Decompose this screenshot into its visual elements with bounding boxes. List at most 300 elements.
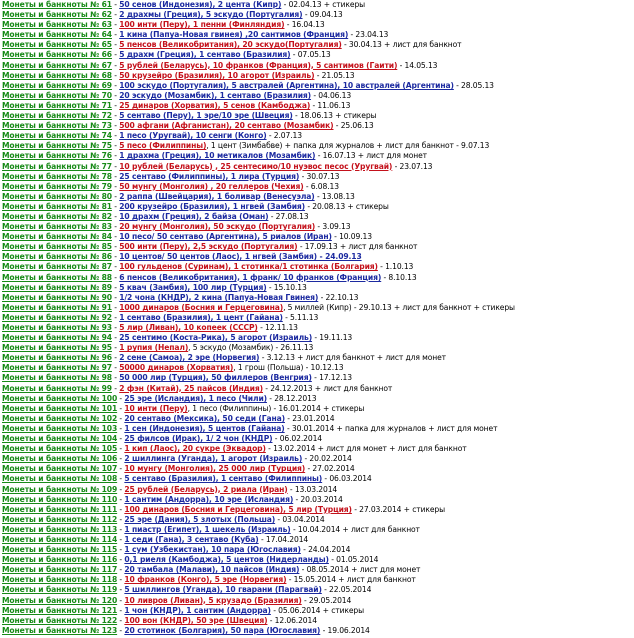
issue-details: - 14.05.13 bbox=[397, 60, 438, 70]
issue-details: - 06.03.2014 bbox=[322, 474, 372, 484]
issue-row bbox=[2, 394, 634, 404]
issue-row bbox=[2, 262, 634, 272]
issue-contents-link[interactable]: 10 песо/ 50 сентаво (Аргентина), 5 риалов (Иран) bbox=[119, 232, 332, 242]
issue-details: - 20.03.2014 bbox=[293, 494, 343, 504]
issue-details: - 29.05.2014 bbox=[301, 595, 352, 605]
issue-details: - 25.06.13 bbox=[333, 121, 374, 131]
issue-link[interactable]: Монеты и банкноты № 90 bbox=[2, 292, 112, 302]
separator: - bbox=[117, 444, 125, 454]
issue-contents-link[interactable]: 5 шиллингов (Уганда), 10 гварани (Парагвай) bbox=[124, 585, 322, 595]
issue-details: - 08.05.2014 + лист для монет bbox=[299, 565, 421, 575]
issue-link[interactable]: Монеты и банкноты № 73 bbox=[2, 121, 112, 131]
issue-row bbox=[2, 182, 634, 192]
issue-row bbox=[2, 384, 634, 394]
issue-row bbox=[2, 242, 634, 252]
issue-link[interactable]: Монеты и банкноты № 118 bbox=[2, 575, 118, 585]
issue-link[interactable]: Монеты и банкноты № 101 bbox=[2, 403, 118, 413]
issue-link[interactable]: Монеты и банкноты № 113 bbox=[2, 524, 118, 534]
issue-row bbox=[2, 151, 634, 161]
issue-details: , 5 миллей (Кипр) - 29.10.13 + лист для банкнот + стикеры bbox=[283, 302, 515, 312]
issue-details: - 17.12.13 bbox=[311, 373, 352, 383]
issue-contents-link[interactable]: 100 вон (КНДР), 50 эре (Швеция) bbox=[124, 615, 268, 625]
separator: - bbox=[111, 111, 120, 121]
issue-contents-link[interactable]: 50 000 лир (Турция), 50 филлеров (Венгрия) bbox=[119, 373, 312, 383]
issue-link[interactable]: Монеты и банкноты № 64 bbox=[2, 30, 112, 40]
issue-details: - 16.07.13 + лист для монет bbox=[315, 151, 427, 161]
issue-row bbox=[2, 424, 634, 434]
issue-row bbox=[2, 293, 634, 303]
separator: - bbox=[117, 615, 125, 625]
issue-row bbox=[2, 252, 634, 262]
issue-details: - 17.09.13 + лист для банкнот bbox=[297, 242, 418, 252]
issue-link[interactable]: Монеты и банкноты № 108 bbox=[2, 474, 118, 484]
issue-row bbox=[2, 464, 634, 474]
issue-link[interactable]: Монеты и банкноты № 78 bbox=[2, 171, 112, 181]
issue-contents-link[interactable]: 1 рупия (Непал) bbox=[119, 343, 189, 353]
issue-details: - 09.04.13 bbox=[302, 10, 343, 20]
separator: - bbox=[111, 292, 120, 302]
issue-details: - 20.02.2014 bbox=[302, 454, 352, 464]
issue-details: - 18.06.13 + стикеры bbox=[292, 111, 377, 121]
separator: - bbox=[111, 131, 120, 141]
issue-link[interactable]: Монеты и банкноты № 66 bbox=[2, 50, 112, 60]
separator: - bbox=[117, 434, 125, 444]
issue-details: - 17.04.2014 bbox=[258, 534, 309, 544]
issue-contents-link[interactable]: 1000 динаров (Босния и Герцеговина) bbox=[119, 302, 284, 312]
separator: - bbox=[117, 625, 125, 635]
issue-link[interactable]: Монеты и банкноты № 61 bbox=[2, 0, 112, 9]
issue-link[interactable]: Монеты и банкноты № 80 bbox=[2, 191, 112, 201]
separator: - bbox=[117, 605, 125, 615]
issue-details: - 22.05.2014 bbox=[321, 585, 372, 595]
issue-row bbox=[2, 505, 634, 515]
issue-link[interactable]: Монеты и банкноты № 89 bbox=[2, 282, 112, 292]
issue-link[interactable]: Монеты и банкноты № 62 bbox=[2, 10, 112, 20]
issue-details: - 19.06.2014 bbox=[320, 625, 370, 635]
separator: - bbox=[111, 70, 120, 80]
issue-row bbox=[2, 606, 634, 616]
issue-contents-link[interactable]: 5 квач (Замбия), 100 лир (Турция) bbox=[119, 282, 267, 292]
issue-details: - 24.12.2013 + лист для банкнот bbox=[263, 383, 393, 393]
separator: - bbox=[111, 80, 120, 90]
issue-row bbox=[2, 555, 634, 565]
issue-details: - 11.06.13 bbox=[310, 100, 351, 110]
separator: - bbox=[111, 40, 120, 50]
issue-row bbox=[2, 61, 634, 71]
separator: - bbox=[111, 262, 120, 272]
separator: - bbox=[111, 333, 120, 343]
issue-details: - 12.06.2014 bbox=[267, 615, 317, 625]
separator: - bbox=[111, 201, 120, 211]
issue-details: - 20.08.13 + стикеры bbox=[305, 201, 389, 211]
issue-link[interactable]: Монеты и банкноты № 75 bbox=[2, 141, 112, 151]
issue-link[interactable]: Монеты и банкноты № 76 bbox=[2, 151, 112, 161]
issue-contents-link[interactable]: 20 тамбала (Малави), 10 пайсов (Индия) bbox=[124, 565, 300, 575]
separator: - bbox=[117, 494, 125, 504]
issue-row bbox=[2, 626, 634, 636]
issue-row bbox=[2, 303, 634, 313]
issue-details: - 21.05.13 bbox=[314, 70, 355, 80]
separator: - bbox=[111, 181, 120, 191]
issue-link[interactable]: Монеты и банкноты № 104 bbox=[2, 434, 118, 444]
issue-contents-link[interactable]: 25 сентимо (Коста-Рика), 5 агорот (Израиль) bbox=[119, 333, 313, 343]
issue-details: - 27.02.2014 bbox=[305, 464, 355, 474]
issue-contents-link[interactable]: 5 сентаво (Бразилия), 1 сентаво (Филиппины) bbox=[124, 474, 323, 484]
issue-row bbox=[2, 50, 634, 60]
issue-row bbox=[2, 141, 634, 151]
issue-row bbox=[2, 91, 634, 101]
issue-link[interactable]: Монеты и банкноты № 65 bbox=[2, 40, 112, 50]
separator: - bbox=[111, 191, 120, 201]
issue-link[interactable]: Монеты и банкноты № 94 bbox=[2, 333, 112, 343]
issue-details: - 8.10.13 bbox=[381, 272, 417, 282]
separator: - bbox=[111, 121, 120, 131]
issue-row bbox=[2, 575, 634, 585]
issue-link[interactable]: Монеты и банкноты № 81 bbox=[2, 201, 112, 211]
issue-link[interactable]: Монеты и банкноты № 86 bbox=[2, 252, 112, 262]
issue-row bbox=[2, 444, 634, 454]
issue-link[interactable]: Монеты и банкноты № 117 bbox=[2, 565, 118, 575]
issue-details: , 1 песо (Филиппины) - 16.01.2014 + стикеры bbox=[187, 403, 365, 413]
issue-contents-link[interactable]: 1 песо (Уругвай), 10 сенги (Конго) bbox=[119, 131, 267, 141]
issue-link[interactable]: Монеты и банкноты № 110 bbox=[2, 494, 118, 504]
separator: - bbox=[111, 161, 120, 171]
separator: - bbox=[117, 484, 125, 494]
separator: - bbox=[117, 464, 125, 474]
issue-details: - 30.04.13 + лист для банкнот bbox=[341, 40, 462, 50]
separator: - bbox=[111, 312, 120, 322]
separator: - bbox=[117, 423, 125, 433]
issue-link[interactable]: Монеты и банкноты № 122 bbox=[2, 615, 118, 625]
issue-contents-link[interactable]: 20 эскудо (Мозамбик), 1 сентаво (Бразилия) bbox=[119, 90, 312, 100]
issue-contents-link[interactable]: 20 сентаво (Мексика), 50 седи (Гана) bbox=[124, 413, 285, 423]
issue-link[interactable]: Монеты и банкноты № 85 bbox=[2, 242, 112, 252]
issue-contents-link[interactable]: 5 драхм (Греция), 1 сентаво (Бразилия) bbox=[119, 50, 291, 60]
issue-row bbox=[2, 283, 634, 293]
issue-details: - 22.10.13 bbox=[318, 292, 359, 302]
issue-details: - 10.04.2014 + лист для банкнот bbox=[290, 524, 420, 534]
issue-link[interactable]: Монеты и банкноты № 105 bbox=[2, 444, 118, 454]
issue-contents-link[interactable]: 500 инти (Перу), 2,5 эскудо (Португалия) bbox=[119, 242, 298, 252]
issue-details: - 5.11.13 bbox=[282, 312, 319, 322]
issue-contents-link[interactable]: 1 сентаво (Бразилия), 1 цент (Гайана) bbox=[119, 312, 283, 322]
issue-contents-link[interactable]: 2 сене (Самоа), 2 эре (Норвегия) bbox=[119, 353, 260, 363]
issue-contents-link[interactable]: 50 мунгу (Монголия) , 20 геллеров (Чехия) bbox=[119, 181, 304, 191]
issue-details: - 23.07.13 bbox=[392, 161, 433, 171]
issue-link[interactable]: Монеты и банкноты № 70 bbox=[2, 90, 112, 100]
issue-link[interactable]: Монеты и банкноты № 102 bbox=[2, 413, 118, 423]
separator: - bbox=[117, 474, 125, 484]
issue-link[interactable]: Монеты и банкноты № 97 bbox=[2, 363, 112, 373]
separator: - bbox=[111, 363, 120, 373]
issue-details: - 1.10.13 bbox=[377, 262, 414, 272]
issue-link[interactable]: Монеты и банкноты № 112 bbox=[2, 514, 118, 524]
issue-contents-link[interactable]: 1/2 чона (КНДР), 2 кина (Папуа-Новая Гвинея) bbox=[119, 292, 319, 302]
issue-link[interactable]: Монеты и банкноты № 115 bbox=[2, 545, 118, 555]
issue-contents-link[interactable]: 500 афгани (Афганистан), 20 сентаво (Мозамбик) bbox=[119, 121, 334, 131]
issue-link[interactable]: Монеты и банкноты № 121 bbox=[2, 605, 118, 615]
issue-details: , 1 цент (Зимбабве) + папка для журналов + лист для банкнот - 9.07.13 bbox=[206, 141, 490, 151]
issue-row bbox=[2, 232, 634, 242]
issue-contents-link[interactable]: 5 рублей (Беларусь), 10 франков (Франция), 5 сантимов (Гаити) bbox=[119, 60, 398, 70]
separator: - bbox=[111, 30, 120, 40]
separator: - bbox=[111, 50, 120, 60]
issue-details: - 27.03.2014 + стикеры bbox=[351, 504, 445, 514]
issue-contents-link[interactable]: 25 сентаво (Филиппины), 1 лира (Турция) bbox=[119, 171, 300, 181]
separator: - bbox=[111, 282, 120, 292]
issue-contents-link[interactable]: 25 рублей (Беларусь), 2 риала (Иран) bbox=[124, 484, 288, 494]
separator: - bbox=[111, 20, 120, 30]
issue-link[interactable]: Монеты и банкноты № 71 bbox=[2, 100, 112, 110]
issue-link[interactable]: Монеты и банкноты № 84 bbox=[2, 232, 112, 242]
issue-link[interactable]: Монеты и банкноты № 68 bbox=[2, 70, 112, 80]
issue-link[interactable]: Монеты и банкноты № 87 bbox=[2, 262, 112, 272]
issue-row bbox=[2, 40, 634, 50]
issue-details: - 12.11.13 bbox=[257, 323, 298, 332]
issue-details: - 6.08.13 bbox=[303, 181, 339, 191]
issue-details: - 3.09.13 bbox=[315, 222, 351, 232]
issue-contents-link[interactable]: 100 динаров (Босния и Герцеговина), 5 лир (Турция) bbox=[124, 504, 352, 514]
issue-contents-link[interactable]: 1 сум (Узбекистан), 10 пара (Югославия) bbox=[124, 545, 301, 555]
issue-details: - 23.04.13 bbox=[348, 30, 389, 40]
issue-row bbox=[2, 596, 634, 606]
separator: - bbox=[111, 353, 120, 363]
issue-contents-link[interactable]: 10 центов/ 50 центов (Лаос), 1 нгвей (Замбия) - 24.09.13 bbox=[119, 252, 362, 262]
issue-row bbox=[2, 71, 634, 81]
issue-link[interactable]: Монеты и банкноты № 116 bbox=[2, 555, 118, 565]
issue-link[interactable]: Монеты и банкноты № 114 bbox=[2, 534, 118, 544]
issue-link[interactable]: Монеты и банкноты № 123 bbox=[2, 625, 118, 635]
issue-contents-link[interactable]: 2 раппа (Швейцария), 1 боливар (Венесуэла) bbox=[119, 191, 315, 201]
issue-contents-link[interactable]: 5 лир (Ливан), 10 копеек (СССР) bbox=[119, 323, 258, 332]
issue-contents-link[interactable]: 10 драхм (Греция), 2 байза (Оман) bbox=[119, 211, 269, 221]
issue-contents-link[interactable]: 1 седи (Гана), 3 сентаво (Куба) bbox=[124, 534, 259, 544]
issue-link[interactable]: Монеты и банкноты № 93 bbox=[2, 323, 112, 332]
issue-row bbox=[2, 343, 634, 353]
issue-contents-link[interactable]: 5 песо (Филиппины) bbox=[119, 141, 207, 151]
issue-contents-link[interactable]: 2 шиллинга (Уганда), 1 агорот (Израиль) bbox=[124, 454, 303, 464]
separator: - bbox=[117, 403, 125, 413]
separator: - bbox=[117, 413, 125, 423]
issue-link[interactable]: Монеты и банкноты № 96 bbox=[2, 353, 112, 363]
issue-details: , 5 эскудо (Мозамбик) - 26.11.13 bbox=[188, 343, 314, 353]
issue-contents-link[interactable]: 1 кина (Папуа-Новая гвинея) ,20 сантимов (Франция) bbox=[119, 30, 349, 40]
issue-details: - 03.04.2014 bbox=[275, 514, 325, 524]
issue-link[interactable]: Монеты и банкноты № 98 bbox=[2, 373, 112, 383]
issue-details: - 15.05.2014 + лист для банкнот bbox=[286, 575, 416, 585]
separator: - bbox=[117, 514, 125, 524]
separator: - bbox=[111, 232, 120, 242]
separator: - bbox=[111, 100, 120, 110]
issue-link[interactable]: Монеты и банкноты № 99 bbox=[2, 383, 112, 393]
separator: - bbox=[111, 302, 120, 312]
issue-link[interactable]: Монеты и банкноты № 103 bbox=[2, 423, 118, 433]
issue-contents-link[interactable]: 25 филсов (Ирак), 1/ 2 чон (КНДР) bbox=[124, 434, 273, 444]
issue-link[interactable]: Монеты и банкноты № 74 bbox=[2, 131, 112, 141]
issue-row bbox=[2, 404, 634, 414]
issue-row bbox=[2, 162, 634, 172]
separator: - bbox=[117, 575, 125, 585]
issue-details: - 10.09.13 bbox=[331, 232, 372, 242]
issue-row bbox=[2, 545, 634, 555]
issue-details: - 30.07.13 bbox=[299, 171, 340, 181]
issue-contents-link[interactable]: 20 стотинок (Болгария), 50 пара (Югославия) bbox=[124, 625, 321, 635]
issue-link[interactable]: Монеты и банкноты № 92 bbox=[2, 312, 112, 322]
issue-row bbox=[2, 202, 634, 212]
issue-link[interactable]: Монеты и банкноты № 119 bbox=[2, 585, 118, 595]
issue-contents-link[interactable]: 25 эре (Исландия), 1 песо (Чили) bbox=[124, 393, 268, 403]
issue-details: - 05.06.2014 + стикеры bbox=[270, 605, 364, 615]
issue-details: - 27.08.13 bbox=[268, 211, 309, 221]
issue-link[interactable]: Монеты и банкноты № 63 bbox=[2, 20, 112, 30]
issue-details: , 1 грош (Польша) - 10.12.13 bbox=[233, 363, 344, 373]
issue-details: - 13.08.13 bbox=[314, 191, 355, 201]
issue-row bbox=[2, 172, 634, 182]
issue-row bbox=[2, 212, 634, 222]
issue-contents-link[interactable]: 2 фэн (Китай), 25 пайсов (Индия) bbox=[119, 383, 263, 393]
issue-contents-link[interactable]: 20 мунгу (Монголия), 50 эскудо (Португалия) bbox=[119, 222, 316, 232]
issue-details: - 04.06.13 bbox=[311, 90, 352, 100]
separator: - bbox=[117, 595, 125, 605]
issue-contents-link[interactable]: 1 драхма (Греция), 10 метикалов (Мозамбик) bbox=[119, 151, 316, 161]
issue-row bbox=[2, 535, 634, 545]
separator: - bbox=[111, 272, 120, 282]
issue-contents-link[interactable]: 1 сен (Индонезия), 5 центов (Гайана) bbox=[124, 423, 285, 433]
issue-row bbox=[2, 525, 634, 535]
issue-details: - 13.03.2014 bbox=[287, 484, 338, 494]
issue-row bbox=[2, 313, 634, 323]
issue-contents-link[interactable]: 2 драхмы (Греция), 5 эскудо (Португалия) bbox=[119, 10, 303, 20]
issue-row bbox=[2, 273, 634, 283]
issue-row bbox=[2, 353, 634, 363]
issue-contents-link[interactable]: 1 пиастр (Египет), 1 шекель (Израиль) bbox=[124, 524, 291, 534]
issue-contents-link[interactable]: 50 крузейро (Бразилия), 10 агорот (Израиль) bbox=[119, 70, 315, 80]
separator: - bbox=[117, 555, 125, 565]
issue-contents-link[interactable]: 1 кип (Лаос), 20 сукре (Эквадор) bbox=[124, 444, 266, 454]
separator: - bbox=[111, 383, 120, 393]
issue-link[interactable]: Монеты и банкноты № 72 bbox=[2, 111, 112, 121]
issue-link[interactable]: Монеты и банкноты № 106 bbox=[2, 454, 118, 464]
issue-link[interactable]: Монеты и банкноты № 107 bbox=[2, 464, 118, 474]
separator: - bbox=[111, 222, 120, 232]
issue-row bbox=[2, 333, 634, 343]
issue-contents-link[interactable]: 50000 динаров (Хорватия) bbox=[119, 363, 234, 373]
issue-contents-link[interactable]: 50 сенов (Индонезия), 2 цента (Кипр) bbox=[119, 0, 282, 9]
issue-details: - 19.11.13 bbox=[312, 333, 353, 343]
issue-details: - 15.10.13 bbox=[266, 282, 307, 292]
issue-row bbox=[2, 565, 634, 575]
issue-contents-link[interactable]: 100 инти (Перу), 1 пенни (Финляндия) bbox=[119, 20, 285, 30]
issue-link[interactable]: Монеты и банкноты № 100 bbox=[2, 393, 118, 403]
separator: - bbox=[111, 151, 120, 161]
separator: - bbox=[111, 323, 120, 332]
issue-link[interactable]: Монеты и банкноты № 88 bbox=[2, 272, 112, 282]
separator: - bbox=[111, 373, 120, 383]
separator: - bbox=[111, 252, 120, 262]
issue-contents-link[interactable]: 10 франков (Конго), 5 эре (Норвегия) bbox=[124, 575, 287, 585]
issue-row bbox=[2, 121, 634, 131]
issue-row bbox=[2, 20, 634, 30]
issue-link[interactable]: Монеты и банкноты № 91 bbox=[2, 302, 112, 312]
issue-link[interactable]: Монеты и банкноты № 77 bbox=[2, 161, 112, 171]
issue-contents-link[interactable]: 200 крузейро (Бразилия), 1 нгвей (Замбия) bbox=[119, 201, 306, 211]
issue-row bbox=[2, 192, 634, 202]
issue-row bbox=[2, 485, 634, 495]
issue-row bbox=[2, 222, 634, 232]
issue-row bbox=[2, 111, 634, 121]
issue-details: - 13.02.2014 + лист для монет + лист для банкнот bbox=[265, 444, 467, 454]
issue-contents-link[interactable]: 10 мунгу (Монголия), 25 000 лир (Турция) bbox=[124, 464, 306, 474]
issue-row bbox=[2, 101, 634, 111]
issue-row bbox=[2, 585, 634, 595]
issue-details: - 16.04.13 bbox=[284, 20, 325, 30]
issue-row bbox=[2, 434, 634, 444]
issue-link[interactable]: Монеты и банкноты № 95 bbox=[2, 343, 112, 353]
issue-contents-link[interactable]: 25 эре (Дания), 5 злотых (Польша) bbox=[124, 514, 276, 524]
issue-contents-link[interactable]: 10 инти (Перу) bbox=[124, 403, 188, 413]
issue-row bbox=[2, 363, 634, 373]
issue-details: - 06.02.2014 bbox=[272, 434, 322, 444]
issue-link[interactable]: Монеты и банкноты № 109 bbox=[2, 484, 118, 494]
separator: - bbox=[111, 90, 120, 100]
issue-contents-link[interactable]: 10 ливров (Ливан), 5 крузадо (Бразилия) bbox=[124, 595, 302, 605]
issue-row bbox=[2, 495, 634, 505]
issue-details: - 07.05.13 bbox=[290, 50, 331, 60]
separator: - bbox=[111, 0, 120, 9]
issue-link[interactable]: Монеты и банкноты № 111 bbox=[2, 504, 118, 514]
issue-contents-link[interactable]: 10 рублей (Беларусь) , 25 сентесимо/10 нуэвос песос (Уругвай) bbox=[119, 161, 393, 171]
issue-details: - 2.07.13 bbox=[266, 131, 302, 141]
issue-contents-link[interactable]: 1 сантим (Андорра), 10 эре (Исландия) bbox=[124, 494, 294, 504]
issue-contents-link[interactable]: 5 пенсов (Великобритания), 20 эскудо(Португалия) bbox=[119, 40, 342, 50]
issue-details: - 3.12.13 + лист для банкнот + лист для монет bbox=[259, 353, 446, 363]
issue-row bbox=[2, 414, 634, 424]
issue-details: - 23.01.2014 bbox=[285, 413, 335, 423]
issue-contents-link[interactable]: 100 гульденов (Суринам), 1 стотинка/1 стотинка (Болгария) bbox=[119, 262, 378, 272]
issue-contents-link[interactable]: 0,1 риеля (Камбоджа), 5 центов (Нидерланды) bbox=[124, 555, 329, 565]
issue-row bbox=[2, 30, 634, 40]
separator: - bbox=[111, 242, 120, 252]
separator: - bbox=[111, 171, 120, 181]
issue-link[interactable]: Монеты и банкноты № 120 bbox=[2, 595, 118, 605]
issue-details: - 02.04.13 + стикеры bbox=[281, 0, 366, 9]
issue-details: - 30.01.2014 + папка для журналов + лист для монет bbox=[284, 423, 498, 433]
issue-row bbox=[2, 474, 634, 484]
issue-row bbox=[2, 616, 634, 626]
separator: - bbox=[117, 454, 125, 464]
issue-row bbox=[2, 81, 634, 91]
separator: - bbox=[117, 534, 125, 544]
separator: - bbox=[117, 393, 125, 403]
issue-link[interactable]: Монеты и банкноты № 83 bbox=[2, 222, 112, 232]
issue-row bbox=[2, 0, 634, 10]
separator: - bbox=[111, 343, 120, 353]
issue-contents-link[interactable]: 6 пенсов (Великобритания), 1 франк/ 10 франков (Франция) bbox=[119, 272, 382, 282]
issue-link[interactable]: Монеты и банкноты № 67 bbox=[2, 60, 112, 70]
issue-link[interactable]: Монеты и банкноты № 82 bbox=[2, 211, 112, 221]
issue-link[interactable]: Монеты и банкноты № 69 bbox=[2, 80, 112, 90]
issue-link[interactable]: Монеты и банкноты № 79 bbox=[2, 181, 112, 191]
separator: - bbox=[117, 524, 125, 534]
issue-row bbox=[2, 454, 634, 464]
separator: - bbox=[111, 211, 120, 221]
issue-contents-link[interactable]: 1 чон (КНДР), 1 сантим (Андорра) bbox=[124, 605, 271, 615]
issue-details: - 28.12.2013 bbox=[267, 393, 317, 403]
issue-contents-link[interactable]: 25 динаров (Хорватия), 5 сенов (Камбоджа) bbox=[119, 100, 311, 110]
issue-contents-link[interactable]: 100 эскудо (Португалия), 5 австралей (Аргентина), 10 австралей (Аргентина) bbox=[119, 80, 454, 90]
separator: - bbox=[111, 60, 120, 70]
issue-contents-link[interactable]: 5 сентаво (Перу), 1 эре/10 эре (Швеция) bbox=[119, 111, 293, 121]
